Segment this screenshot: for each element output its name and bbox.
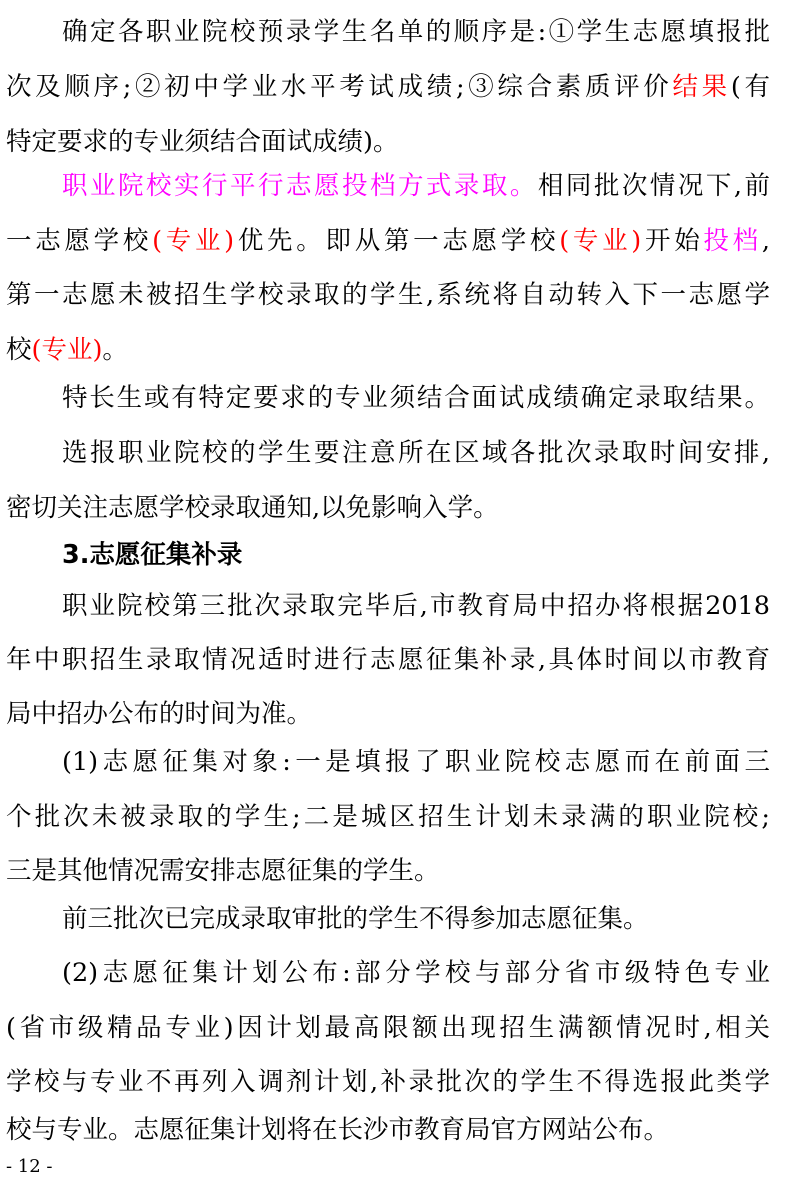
paragraph-line bbox=[62, 12, 770, 52]
text-run: (2)志愿征集计划公布:部分学校与部分省市级特色专业 bbox=[62, 958, 770, 988]
text-run: 确定各职业院校预录学生名单的顺序是:①学生志愿填报批 bbox=[62, 17, 770, 47]
paragraph-line bbox=[6, 640, 770, 680]
paragraph-line bbox=[6, 1110, 669, 1150]
highlighted-text-run: 结果 bbox=[672, 72, 731, 102]
text-run: (有 bbox=[730, 72, 770, 102]
highlighted-text-run: (专业) bbox=[152, 226, 235, 256]
highlighted-text-run: (专业) bbox=[559, 226, 642, 256]
paragraph-line bbox=[62, 742, 770, 782]
text-run: 个批次未被录取的学生;二是城区招生计划未录满的职业院校; bbox=[6, 802, 770, 832]
text-run: , bbox=[761, 226, 770, 256]
paragraph-line bbox=[6, 1062, 770, 1102]
text-run: 年中职招生录取情况适时进行志愿征集补录,具体时间以市教育 bbox=[6, 645, 770, 675]
paragraph-line bbox=[6, 694, 312, 734]
text-run: 次及顺序;②初中学业水平考试成绩;③综合素质评价 bbox=[6, 72, 673, 102]
paragraph-line bbox=[6, 67, 770, 107]
text-run: 第一志愿未被招生学校录取的学生,系统将自动转入下一志愿学 bbox=[6, 280, 770, 310]
highlighted-text-run: (专业) bbox=[31, 335, 103, 365]
paragraph-line bbox=[62, 433, 770, 473]
text-run: 相同批次情况下,前 bbox=[537, 171, 770, 201]
page-number: - 12 - bbox=[6, 1156, 53, 1177]
text-run: 校 bbox=[6, 335, 32, 365]
text-run: 开始 bbox=[641, 226, 704, 256]
paragraph-line bbox=[62, 378, 770, 418]
text-run: 学校与专业不再列入调剂计划,补录批次的学生不得选报此类学 bbox=[6, 1067, 770, 1097]
text-run: 局中招办公布的时间为准。 bbox=[6, 699, 313, 729]
highlighted-text-run: 投档 bbox=[703, 226, 762, 256]
paragraph-line bbox=[62, 166, 770, 206]
paragraph-line bbox=[6, 851, 440, 891]
text-run: 职业院校第三批次录取完毕后,市教育局中招办将根据2018 bbox=[62, 591, 770, 621]
text-run: (省市级精品专业)因计划最高限额出现招生满额情况时,相关 bbox=[6, 1013, 770, 1043]
text-run: 特长生或有特定要求的专业须结合面试成绩确定录取结果。 bbox=[62, 383, 770, 413]
text-run: 前三批次已完成录取审批的学生不得参加志愿征集。 bbox=[62, 904, 649, 934]
paragraph-line bbox=[6, 1008, 770, 1048]
paragraph-line bbox=[62, 586, 770, 626]
text-run: (1)志愿征集对象:一是填报了职业院校志愿而在前面三 bbox=[62, 747, 770, 777]
paragraph-line bbox=[62, 899, 649, 939]
paragraph-line bbox=[6, 122, 398, 162]
heading-text: 3.志愿征集补录 bbox=[62, 540, 243, 570]
paragraph-line bbox=[62, 953, 770, 993]
highlighted-text-run: 职业院校实行平行志愿投档方式录取。 bbox=[62, 171, 538, 201]
text-run: 。 bbox=[102, 335, 128, 365]
paragraph-line bbox=[6, 221, 770, 261]
text-run: 一志愿学校 bbox=[6, 226, 153, 256]
text-run: 校与专业。志愿征集计划将在长沙市教育局官方网站公布。 bbox=[6, 1115, 670, 1145]
paragraph-line bbox=[6, 797, 770, 837]
paragraph-line bbox=[6, 275, 770, 315]
text-run: 优先。即从第一志愿学校 bbox=[234, 226, 560, 256]
text-run: 密切关注志愿学校录取通知,以免影响入学。 bbox=[6, 493, 499, 523]
section-heading bbox=[62, 535, 242, 575]
text-run: 三是其他情况需安排志愿征集的学生。 bbox=[6, 856, 440, 886]
paragraph-line bbox=[6, 330, 128, 370]
paragraph-line bbox=[6, 488, 499, 528]
text-run: 选报职业院校的学生要注意所在区域各批次录取时间安排, bbox=[62, 438, 770, 468]
text-run: 特定要求的专业须结合面试成绩)。 bbox=[6, 127, 399, 157]
